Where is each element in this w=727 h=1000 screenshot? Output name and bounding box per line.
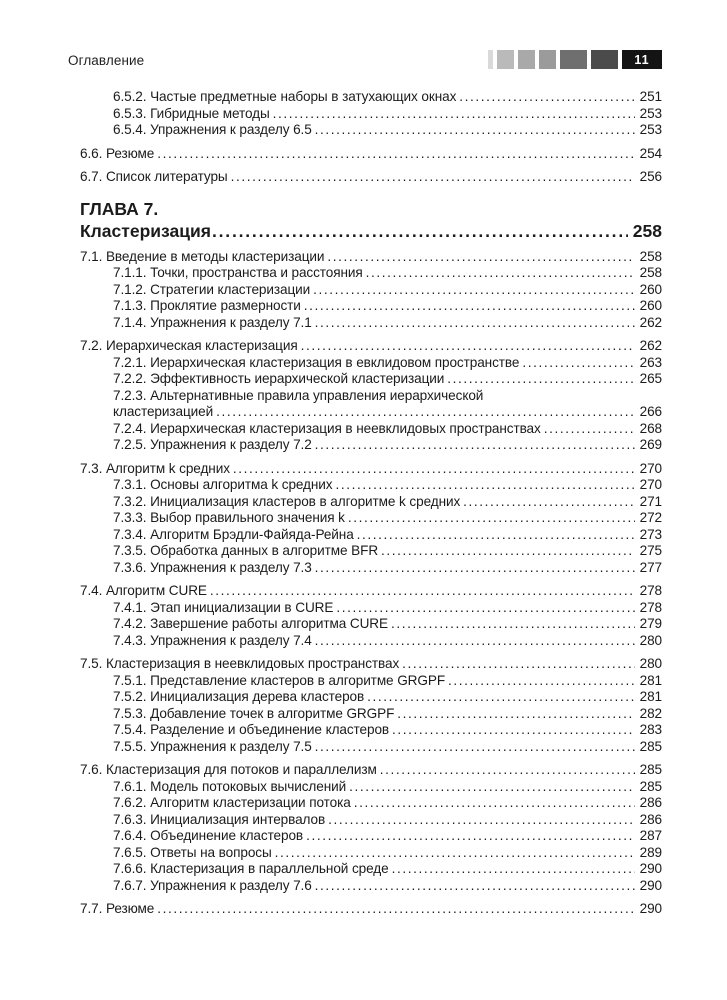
toc-entry-page: 286 [639, 811, 662, 827]
toc-entry-page: 278 [639, 599, 662, 615]
dot-leader [157, 901, 635, 918]
dot-leader [212, 220, 628, 242]
toc-entry-page: 266 [639, 404, 662, 419]
toc-entry-page: 271 [639, 493, 662, 509]
toc-entry-label: 7.2.2. Эффективность иерархической кластеризации [113, 371, 445, 386]
dot-leader [349, 779, 635, 796]
toc-entry-page: 253 [639, 122, 662, 137]
toc-entry-page: 270 [639, 477, 662, 492]
toc-entry-label: 7.1.1. Точки, пространства и расстояния [113, 265, 363, 280]
toc-entry [80, 338, 662, 355]
dot-leader [366, 265, 635, 282]
toc-entry [80, 795, 662, 812]
dot-leader [336, 477, 636, 494]
toc-entry-page: 253 [639, 105, 662, 121]
toc-entry-label: 7.2.1. Иерархическая кластеризация в евклидовом пространстве [113, 354, 520, 370]
dot-leader [448, 673, 635, 690]
page-header [68, 50, 662, 70]
toc-entry [80, 600, 662, 617]
toc-entry-page: 285 [639, 738, 662, 754]
toc-entry-label: 6.5.4. Упражнения к разделу 6.5 [113, 122, 312, 137]
dot-leader [273, 106, 635, 123]
dot-leader [402, 656, 635, 673]
toc-entry-page: 286 [639, 795, 662, 810]
toc-entry-page: 258 [639, 248, 662, 264]
toc-entry [80, 510, 662, 527]
toc-entry-label: 6.6. Резюме [80, 145, 155, 161]
toc-entry-page: 272 [639, 510, 662, 525]
toc-entry [80, 122, 662, 139]
toc-entry-label: 7.3.1. Основы алгоритма k средних [113, 477, 333, 492]
toc-entry [80, 388, 662, 405]
toc-entry-page: 270 [639, 460, 662, 476]
dot-leader [522, 355, 635, 372]
toc-entry-page: 269 [639, 437, 662, 452]
toc-entry-page: 275 [639, 543, 662, 558]
dot-leader [348, 510, 635, 527]
dot-leader [544, 421, 635, 438]
toc-entry-label: 7.1. Введение в методы кластеризации [80, 248, 325, 264]
toc-entry [80, 169, 662, 186]
toc-entry-page: 290 [639, 861, 662, 876]
dot-leader [336, 600, 635, 617]
toc-entry-label: 7.6.2. Алгоритм кластеризации потока [113, 795, 351, 810]
toc-entry [80, 477, 662, 494]
toc-entry-label: 7.6.5. Ответы на вопросы [113, 844, 272, 860]
decoration-square [539, 50, 556, 69]
toc-entry-page: 283 [639, 722, 662, 737]
toc-entry-page: 282 [639, 705, 662, 721]
dot-leader [216, 404, 635, 421]
toc-entry [80, 461, 662, 478]
toc-entry-page: 281 [639, 689, 662, 704]
toc-entry [80, 543, 662, 560]
header-decoration [488, 50, 662, 69]
dot-leader [210, 583, 635, 600]
toc-entry [80, 355, 662, 372]
toc-entry [80, 739, 662, 756]
toc-entry [80, 828, 662, 845]
dot-leader [463, 494, 635, 511]
toc-entry-label: кластеризацией [113, 404, 214, 419]
dot-leader [157, 146, 635, 163]
toc-entry-label: 7.1.3. Проклятие размерности [113, 298, 301, 313]
toc-entry-label: 7.5. Кластеризация в неевклидовых пространствах [80, 656, 400, 671]
toc-entry [80, 812, 662, 829]
toc-entry [80, 689, 662, 706]
toc-entry-label: 7.6. Кластеризация для потоков и параллелизм [80, 762, 377, 777]
dot-leader [315, 560, 635, 577]
page-number-badge: 11 [622, 50, 662, 69]
toc-entry-page: 263 [639, 354, 662, 370]
toc-entry-label: 7.2.5. Упражнения к разделу 7.2 [113, 437, 312, 452]
chapter-kicker: ГЛАВА 7. [80, 198, 159, 219]
toc-entry-page: 290 [639, 901, 662, 916]
toc-entry [80, 583, 662, 600]
toc-entry [80, 146, 662, 163]
toc-entry-page: 280 [639, 632, 662, 648]
toc-entry [80, 878, 662, 895]
toc-entry-label: 7.4.3. Упражнения к разделу 7.4 [113, 632, 312, 648]
toc-entry [80, 315, 662, 332]
dot-leader [392, 722, 635, 739]
dot-leader [357, 527, 635, 544]
toc-entry-label: 7.5.1. Представление кластеров в алгоритме GRGPF [113, 672, 446, 688]
chapter-title: Кластеризация [80, 220, 211, 241]
toc-entry-page: 277 [639, 559, 662, 575]
dot-leader [313, 282, 635, 299]
toc-entry-label: 7.3.4. Алгоритм Брэдли-Файяда-Рейна [113, 526, 354, 542]
decoration-square [497, 50, 514, 69]
decoration-square [488, 50, 493, 69]
dot-leader [459, 89, 635, 106]
toc-entry-label: 7.3. Алгоритм k средних [80, 460, 230, 476]
chapter-title-row [80, 220, 662, 242]
toc-entry-label: 7.5.5. Упражнения к разделу 7.5 [113, 738, 312, 754]
toc-entry-page: 278 [639, 583, 662, 598]
chapter-heading [80, 198, 662, 242]
toc-entry-page: 285 [639, 778, 662, 794]
toc-entry-label: 7.7. Резюме [80, 901, 155, 916]
dot-leader [315, 122, 635, 139]
toc-entry-page: 260 [639, 298, 662, 313]
toc-entry-label: 7.3.2. Инициализация кластеров в алгоритме k средних [113, 493, 461, 509]
toc-entry [80, 265, 662, 282]
toc-entry-label: 7.3.3. Выбор правильного значения k [113, 510, 345, 525]
dot-leader [231, 169, 635, 186]
toc-entry [80, 89, 662, 106]
toc-entry-page: 262 [639, 338, 662, 353]
toc-entry-label: 6.5.3. Гибридные методы [113, 105, 270, 121]
toc [80, 89, 662, 918]
toc-entry-page: 268 [639, 420, 662, 436]
toc-entry-label: 7.6.6. Кластеризация в параллельной среде [113, 861, 389, 876]
dot-leader [392, 861, 635, 878]
toc-entry-page: 262 [639, 314, 662, 330]
dot-leader [397, 706, 635, 723]
toc-entry [80, 901, 662, 918]
toc-entry-page: 281 [639, 672, 662, 688]
toc-entry-label: 7.4.2. Завершение работы алгоритма CURE [113, 616, 388, 631]
toc-entry-label: 7.5.2. Инициализация дерева кластеров [113, 689, 365, 704]
toc-entry [80, 656, 662, 673]
toc-entry-page: 280 [639, 656, 662, 671]
dot-leader [315, 633, 635, 650]
dot-leader [306, 828, 635, 845]
toc-entry-label: 7.6.3. Инициализация интервалов [113, 811, 326, 827]
toc-entry [80, 706, 662, 723]
toc-entry [80, 673, 662, 690]
toc-entry-label: 7.2.4. Иерархическая кластеризация в неевклидовых пространствах [113, 420, 541, 436]
dot-leader [327, 249, 635, 266]
toc-entry [80, 527, 662, 544]
dot-leader [391, 616, 635, 633]
dot-leader [328, 812, 635, 829]
toc-entry-label: 7.6.1. Модель потоковых вычислений [113, 778, 347, 794]
dot-leader [315, 739, 635, 756]
toc-entry [80, 106, 662, 123]
toc-entry-label: 7.1.4. Упражнения к разделу 7.1 [113, 314, 312, 330]
toc-entry-page: 273 [639, 526, 662, 542]
toc-entry-label: 7.5.4. Разделение и объединение кластеров [113, 722, 390, 737]
dot-leader [275, 845, 635, 862]
toc-entry-label: 6.7. Список литературы [80, 169, 228, 184]
toc-entry [80, 371, 662, 388]
toc-entry-label: 7.4.1. Этап инициализации в CURE [113, 599, 334, 615]
toc-entry [80, 762, 662, 779]
toc-entry [80, 845, 662, 862]
dot-leader [315, 315, 635, 332]
toc-entry [80, 722, 662, 739]
dot-leader [304, 298, 635, 315]
decoration-square [591, 50, 618, 69]
dot-leader [315, 437, 635, 454]
dot-leader [381, 543, 635, 560]
toc-entry [80, 861, 662, 878]
toc-entry-page: 260 [639, 281, 662, 297]
dot-leader [380, 762, 635, 779]
dot-leader [367, 689, 635, 706]
toc-entry [80, 616, 662, 633]
toc-entry-label: 7.4. Алгоритм CURE [80, 583, 207, 598]
toc-entry [80, 560, 662, 577]
toc-entry [80, 421, 662, 438]
chapter-page-number: 258 [632, 220, 662, 241]
dot-leader [354, 795, 635, 812]
toc-entry-page: 285 [639, 762, 662, 777]
toc-entry [80, 779, 662, 796]
toc-entry-page: 258 [639, 265, 662, 280]
toc-entry [80, 298, 662, 315]
dot-leader [301, 338, 635, 355]
toc-entry-label: 7.1.2. Стратегии кластеризации [113, 281, 311, 297]
toc-entry-label: 7.2.3. Альтернативные правила управления иерархической [113, 387, 484, 403]
toc-entry [80, 404, 662, 421]
toc-entry [80, 437, 662, 454]
toc-entry-label: 7.3.6. Упражнения к разделу 7.3 [113, 559, 312, 575]
toc-entry-label: 6.5.2. Частые предметные наборы в затухающих окнах [113, 89, 457, 104]
toc-entry-page: 289 [639, 844, 662, 860]
toc-entry-label: 7.2. Иерархическая кластеризация [80, 338, 298, 353]
toc-entry-label: 7.5.3. Добавление точек в алгоритме GRGPF [113, 705, 395, 721]
toc-entry-label: 7.3.5. Обработка данных в алгоритме BFR [113, 543, 379, 558]
toc-entry [80, 249, 662, 266]
toc-entry-page: 279 [639, 616, 662, 631]
toc-entry-page: 251 [639, 89, 662, 104]
toc-entry-page: 287 [639, 828, 662, 843]
running-title: Оглавление [68, 53, 145, 68]
toc-entry-page: 256 [639, 169, 662, 184]
toc-entry [80, 494, 662, 511]
decoration-square [560, 50, 587, 69]
toc-entry [80, 633, 662, 650]
dot-leader [233, 461, 635, 478]
toc-entry-label: 7.6.4. Объединение кластеров [113, 828, 304, 843]
toc-entry-page: 265 [639, 371, 662, 386]
decoration-square [518, 50, 535, 69]
toc-entry-page: 290 [639, 877, 662, 893]
dot-leader [447, 371, 635, 388]
toc-entry-label: 7.6.7. Упражнения к разделу 7.6 [113, 877, 312, 893]
toc-entry [80, 282, 662, 299]
dot-leader [315, 878, 635, 895]
toc-entry-page: 254 [639, 145, 662, 161]
